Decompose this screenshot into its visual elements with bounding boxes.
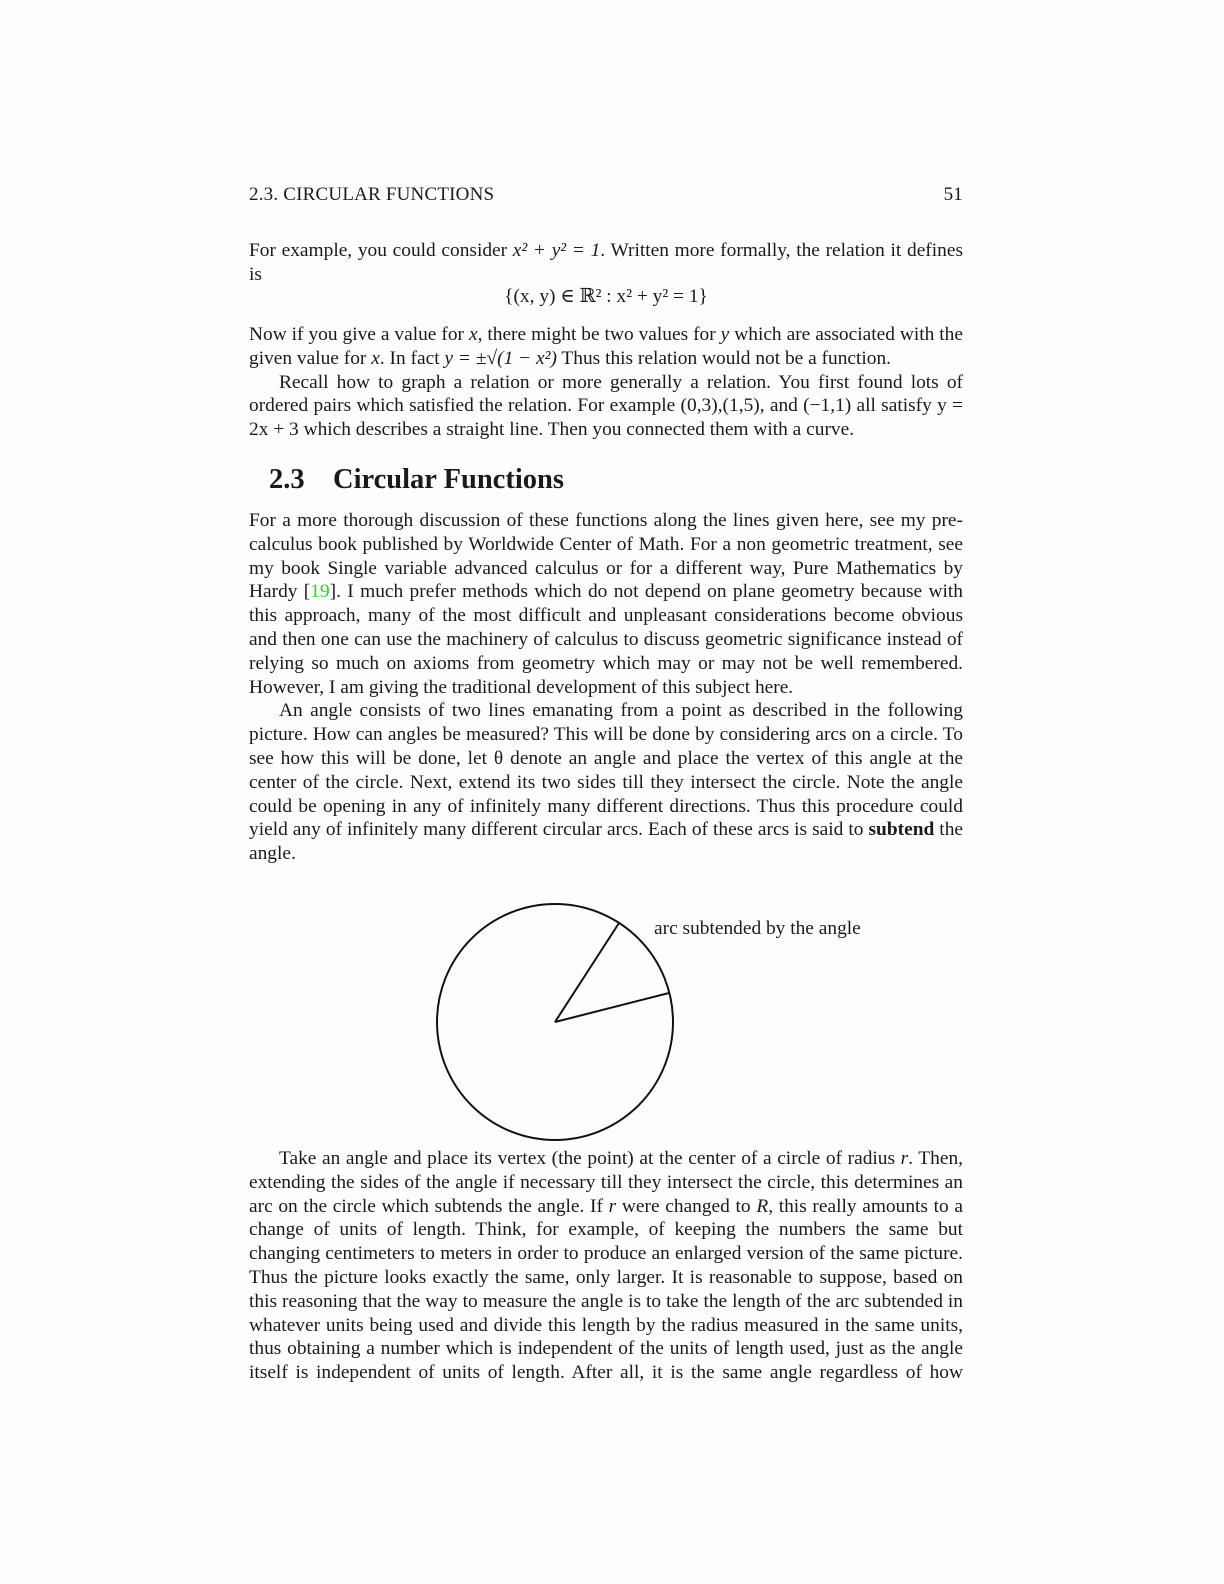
body-paragraph-2: An angle consists of two lines emanating from a point as described in the following picture. How can angles be measured? This will be done by considering arcs on a circle. To see how this will be done, let θ denote an angle and place the vertex of this angle at the center of the circle. Next, extend its two sides till they intersect the circle. Note the angle could be opening in any of infinitely many different directions. Thus this procedure could yield any of infinitely many different circular arcs. Each of these arcs is said to subtend the angle. bbox=[249, 700, 963, 865]
display-equation: {(x, y) ∈ ℝ² : x² + y² = 1} bbox=[504, 286, 708, 307]
intro-paragraph-2: Now if you give a value for x, there might be two values for y which are associated with the given value for x. In fact y = ±√(1 − x²) Thus this relation would not be a function. bbox=[249, 324, 963, 369]
intro-paragraphs bbox=[249, 323, 963, 442]
section-heading bbox=[269, 464, 564, 496]
bold-term: subtend bbox=[868, 819, 935, 841]
figure-label: arc subtended by the angle bbox=[654, 918, 861, 939]
inline-equation: y = ±√(1 − x²) bbox=[444, 347, 557, 369]
section-title: Circular Functions bbox=[333, 464, 564, 495]
section-number: 2.3 bbox=[269, 464, 305, 495]
intro-paragraph-3: Recall how to graph a relation or more generally a relation. You first found lots of ordered pairs which satisfied the relation. For example (0,3),(1,5), and (−1,1) all satisfy y = 2x + 3 which describes a straight line. Then you connected them with a curve. bbox=[249, 371, 963, 441]
inline-equation: x² + y² = 1 bbox=[512, 240, 601, 261]
section-body bbox=[249, 509, 963, 866]
body-paragraph-3-container bbox=[249, 1147, 963, 1385]
header-section: 2.3. CIRCULAR FUNCTIONS bbox=[249, 184, 495, 205]
running-header bbox=[249, 184, 963, 206]
intro-paragraph-1: For example, you could consider x² + y² = 1. Written more formally, the relation it defines is bbox=[249, 240, 963, 285]
page-number: 51 bbox=[943, 184, 963, 205]
citation-link[interactable]: 19 bbox=[310, 581, 330, 603]
body-paragraph-3: Take an angle and place its vertex (the point) at the center of a circle of radius r. Then, extending the sides of the angle if necessary till they intersect the circle, this determines an arc on the circle which subtends the angle. If r were changed to R, this really amounts to a change of units of length. Think, for example, of keeping the numbers the same but changing centimeters to meters in order to produce an enlarged version of the same picture. Thus the picture looks exactly the same, only larger. It is reasonable to suppose, based on this reasoning that the way to measure the angle is to take the length of the arc subtended in whatever units being used and divide this length by the radius measured in the same units, thus obtaining a number which is independent of the units of length used, just as the angle itself is independent of units of length. After all, it is the same angle regardless of how bbox=[249, 1148, 964, 1384]
body-paragraph-1: For a more thorough discussion of these functions along the lines given here, see my pre-calculus book published by Worldwide Center of Math. For a non geometric treatment, see my book Single variable advanced calculus or for a different way, Pure Mathematics by Hardy [19]. I much prefer methods which do not depend on plane geometry because with this approach, many of the most difficult and unpleasant considerations become obvious and then one can use the machinery of calculus to discuss geometric significance instead of relying so much on axioms from geometry which may or may not be well remembered. However, I am giving the traditional development of this subject here. bbox=[249, 510, 963, 698]
